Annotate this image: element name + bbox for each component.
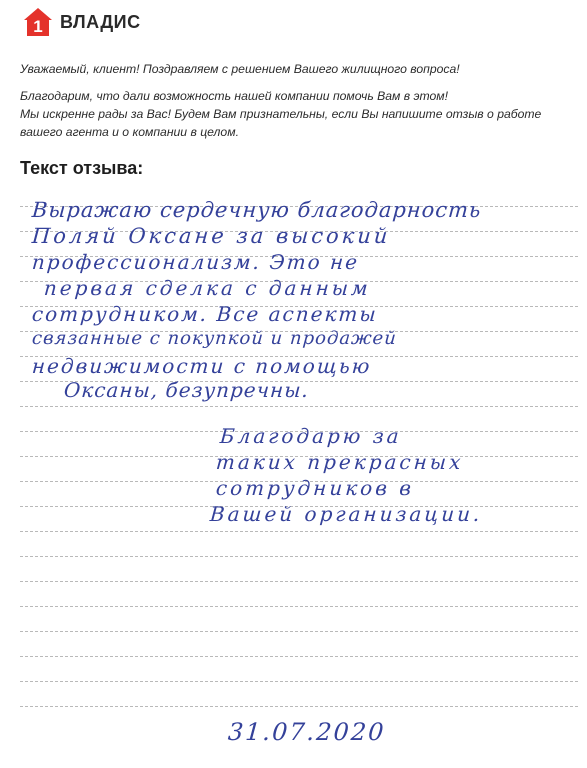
intro-text: [20, 60, 575, 141]
handwritten-line: Оксаны, безупречны.: [63, 378, 310, 402]
handwritten-line: Поляй Оксане за высокий: [31, 224, 392, 248]
logo-number: 1: [33, 17, 43, 36]
intro-line-1: Благодарим, что дали возможность нашей компании помочь Вам в этом!: [20, 89, 449, 103]
brand-name: ВЛАДИС: [60, 11, 141, 32]
handwritten-line: профессионализм. Это не: [31, 250, 360, 274]
ruled-line: [20, 606, 578, 607]
ruled-line: [20, 681, 578, 682]
ruled-line: [20, 656, 578, 657]
intro-line-2: Мы искренне рады за Вас! Будем Вам признательны, если Вы напишите отзыв о работе: [20, 107, 542, 121]
handwritten-line: сотрудников в: [215, 476, 415, 500]
handwritten-line: Благодарю за: [219, 424, 403, 448]
ruled-line: [20, 581, 578, 582]
greeting-line: Уважаемый, клиент! Поздравляем с решением Вашего жилищного вопроса!: [20, 62, 460, 76]
intro-line-3: вашего агента и о компании в целом.: [20, 125, 239, 139]
review-title: Текст отзыва:: [20, 158, 144, 178]
header: [22, 6, 141, 38]
ruled-line: [20, 631, 578, 632]
ruled-line: [20, 706, 578, 707]
handwritten-line: таких прекрасных: [215, 450, 465, 474]
handwritten-line: недвижимости с помощью: [31, 354, 373, 378]
lined-writing-area: [20, 184, 578, 746]
handwritten-line: первая сделка с данным: [43, 276, 372, 300]
review-date: 31.07.2020: [227, 718, 387, 746]
ruled-line: [20, 406, 578, 407]
handwritten-line: Вашей организации.: [209, 502, 484, 526]
handwritten-line: Выражаю сердечную благодарность: [31, 198, 483, 222]
ruled-line: [20, 531, 578, 532]
handwritten-line: связанные с покупкой и продажей: [31, 328, 398, 349]
handwritten-line: сотрудником. Все аспекты: [31, 302, 379, 326]
house-logo-icon: [22, 6, 54, 38]
ruled-line: [20, 556, 578, 557]
